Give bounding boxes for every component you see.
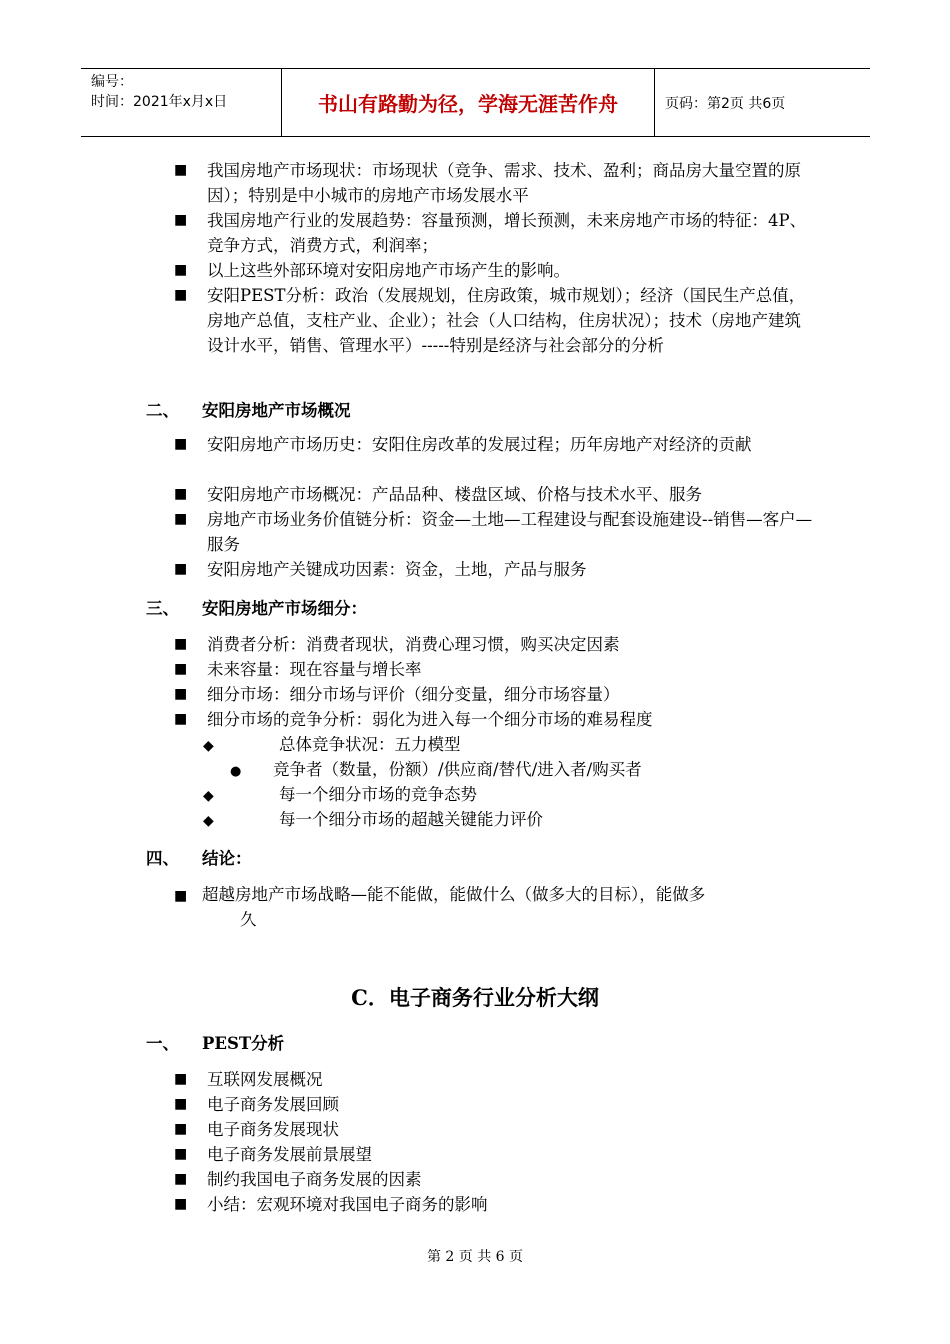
list-item: ■ 细分市场的竞争分析：弱化为进入每一个细分市场的难易程度: [174, 707, 814, 732]
list-item: ■ 电子商务发展前景展望: [174, 1142, 814, 1167]
list-item-continuation: 久: [240, 910, 257, 929]
sub-sub-item: ● 竞争者（数量，份额）/供应商/替代/进入者/购买者: [230, 757, 642, 784]
square-bullet-icon: ■: [174, 711, 188, 727]
list-item: ■ 安阳房地产关键成功因素：资金，土地，产品与服务: [174, 557, 814, 582]
list-item: ■ 电子商务发展现状: [174, 1117, 814, 1142]
section-heading: 三、 安阳房地产市场细分：: [146, 599, 367, 618]
square-bullet-icon: ■: [174, 661, 188, 677]
header-page-info: 页码：第2页 共6页: [665, 95, 786, 112]
square-bullet-icon: ■: [174, 1096, 188, 1112]
sub-item: ◆ 每一个细分市场的超越关键能力评价: [203, 807, 543, 834]
list-item: ■ 安阳房地产市场概况：产品品种、楼盘区域、价格与技术水平、服务: [174, 482, 814, 507]
square-bullet-icon: ■: [174, 287, 188, 303]
page-footer: 第 2 页 共 6 页: [426, 1249, 524, 1265]
diamond-bullet-icon: ◆: [203, 738, 214, 754]
header-meta: [81, 69, 282, 136]
list-item: ■ 房地产市场业务价值链分析：资金—土地—工程建设与配套设施建设--销售—客户—服务: [174, 507, 814, 557]
section-heading: 一、 PEST分析: [146, 1034, 285, 1053]
list-item: ■ 安阳房地产市场历史：安阳住房改革的发展过程；历年房地产对经济的贡献: [174, 432, 814, 457]
square-bullet-icon: ■: [174, 212, 188, 228]
time-label: 时间：2021年x月x日: [91, 94, 228, 110]
square-bullet-icon: ■: [174, 1171, 188, 1187]
header-motto: 书山有路勤为径，学海无涯苦作舟: [282, 69, 655, 136]
square-bullet-icon: ■: [174, 561, 188, 577]
list-item: ■ 我国房地产市场现状：市场现状（竞争、需求、技术、盈利；商品房大量空置的原因）；特别是中小城市的房地产市场发展水平: [174, 158, 814, 208]
list-item: ■ 消费者分析：消费者现状，消费心理习惯，购买决定因素: [174, 632, 814, 657]
list-item: ■ 安阳PEST分析：政治（发展规划，住房政策，城市规划）；经济（国民生产总值，房地产总值，支柱产业、企业）；社会（人口结构，住房状况）；技术（房地产建筑设计水平，销售、管理水平）-----特别是经济与社会部分的分析: [174, 283, 814, 358]
sub-item: ◆ 每一个细分市场的竞争态势: [203, 782, 477, 809]
list-item: ■ 超越房地产市场战略—能不能做，能做什么（做多大的目标），能做多: [174, 882, 814, 909]
square-bullet-icon: ■: [174, 511, 188, 527]
code-label: 编号：: [91, 74, 133, 90]
chapter-title: C．电子商务行业分析大纲: [351, 985, 599, 1010]
list-item: ■ 未来容量：现在容量与增长率: [174, 657, 814, 682]
diamond-bullet-icon: ◆: [203, 813, 214, 829]
dot-bullet-icon: ●: [230, 764, 242, 779]
square-bullet-icon: ■: [174, 1121, 188, 1137]
square-bullet-icon: ■: [174, 888, 188, 904]
section-heading: 四、 结论：: [146, 849, 252, 868]
diamond-bullet-icon: ◆: [203, 788, 214, 804]
list-item: ■ 制约我国电子商务发展的因素: [174, 1167, 814, 1192]
list-item: ■ 电子商务发展回顾: [174, 1092, 814, 1117]
page-header: [81, 68, 870, 137]
square-bullet-icon: ■: [174, 636, 188, 652]
list-item: ■ 我国房地产行业的发展趋势：容量预测，增长预测，未来房地产市场的特征：4P、竞争方式，消费方式，利润率；: [174, 208, 814, 258]
list-item: ■ 互联网发展概况: [174, 1067, 814, 1092]
list-item: ■ 细分市场：细分市场与评价（细分变量，细分市场容量）: [174, 682, 814, 707]
square-bullet-icon: ■: [174, 1196, 188, 1212]
section-heading: 二、 安阳房地产市场概况: [146, 401, 351, 420]
square-bullet-icon: ■: [174, 1146, 188, 1162]
square-bullet-icon: ■: [174, 262, 188, 278]
square-bullet-icon: ■: [174, 1071, 188, 1087]
square-bullet-icon: ■: [174, 162, 188, 178]
square-bullet-icon: ■: [174, 686, 188, 702]
square-bullet-icon: ■: [174, 436, 188, 452]
list-item: ■ 以上这些外部环境对安阳房地产市场产生的影响。: [174, 258, 814, 283]
list-item: ■ 小结：宏观环境对我国电子商务的影响: [174, 1192, 814, 1217]
sub-item: ◆ 总体竞争状况：五力模型: [203, 732, 461, 759]
square-bullet-icon: ■: [174, 486, 188, 502]
